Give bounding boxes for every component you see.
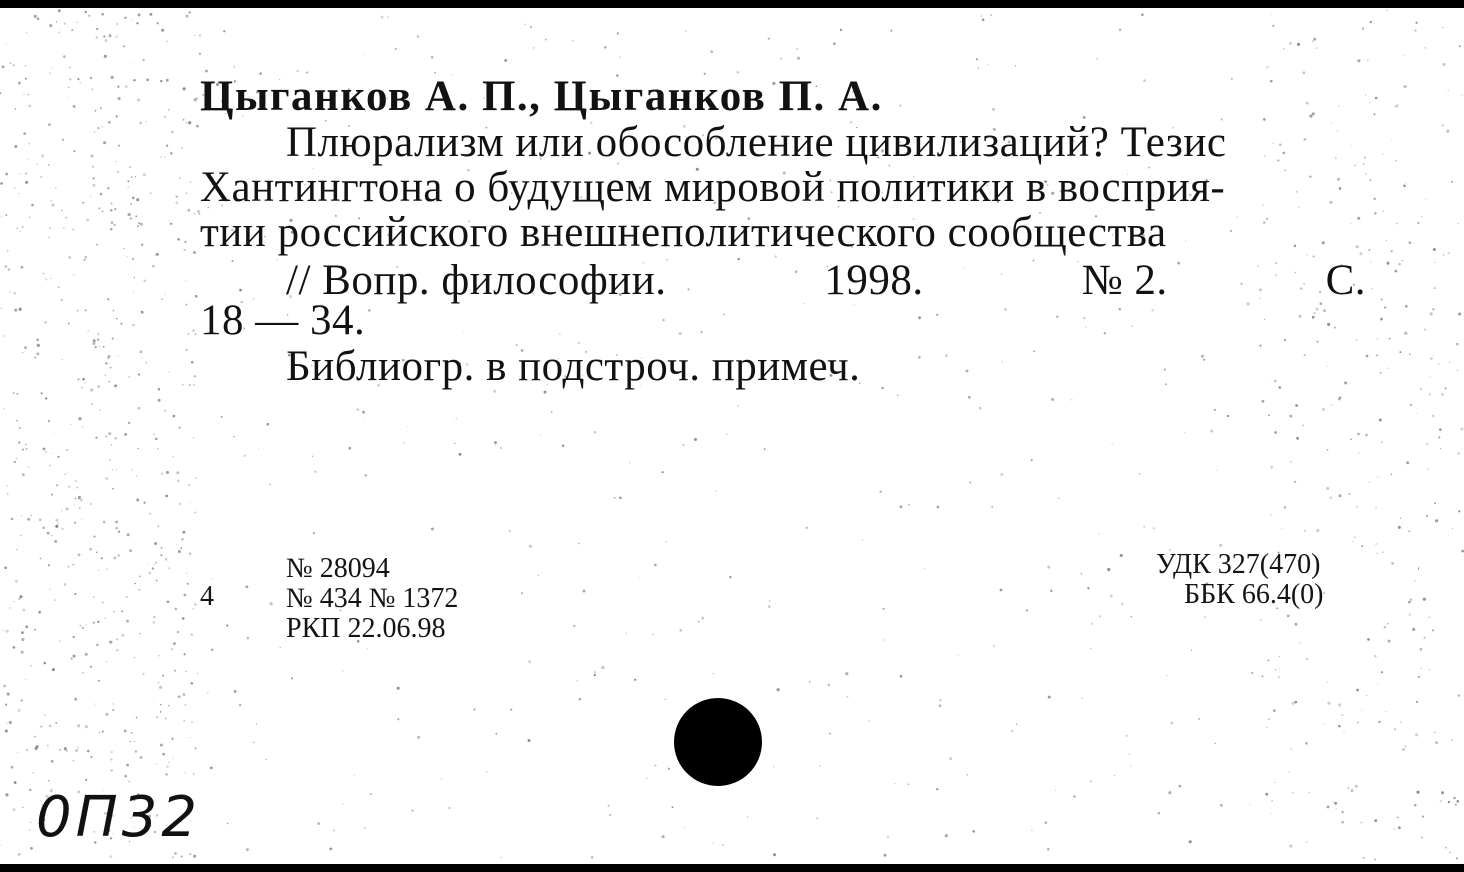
source-pages-prefix: С. xyxy=(1325,257,1366,304)
title-line-1: Плюрализм или обособление цивилизаций? Тезис xyxy=(286,119,1227,166)
title-line-2: Хантингтона о будущем мировой политики в восприя- xyxy=(200,164,1226,211)
source-year: 1998. xyxy=(824,257,924,304)
title-line-3: тии российского внешнеполитического сообщества xyxy=(200,209,1167,256)
bbk-code: ББК 66.4(0) xyxy=(1184,579,1324,610)
source-issue: № 2. xyxy=(1081,257,1168,304)
punch-hole xyxy=(674,698,762,786)
handwritten-shelf-code: 0П32 xyxy=(36,785,201,850)
bibliography-note: Библиогр. в подстроч. примеч. xyxy=(286,343,861,390)
registration-date: РКП 22.06.98 xyxy=(286,613,446,644)
accession-number: № 28094 xyxy=(286,553,390,584)
authors: Цыганков А. П., Цыганков П. А. xyxy=(200,73,883,120)
accession-number: № 434 № 1372 xyxy=(286,583,459,614)
source-line xyxy=(286,256,1366,306)
source-pages: 18 — 34. xyxy=(200,297,366,344)
source-journal: // Вопр. философии. xyxy=(286,257,667,304)
copy-count: 4 xyxy=(200,581,214,612)
udk-code: УДК 327(470) xyxy=(1156,549,1321,580)
